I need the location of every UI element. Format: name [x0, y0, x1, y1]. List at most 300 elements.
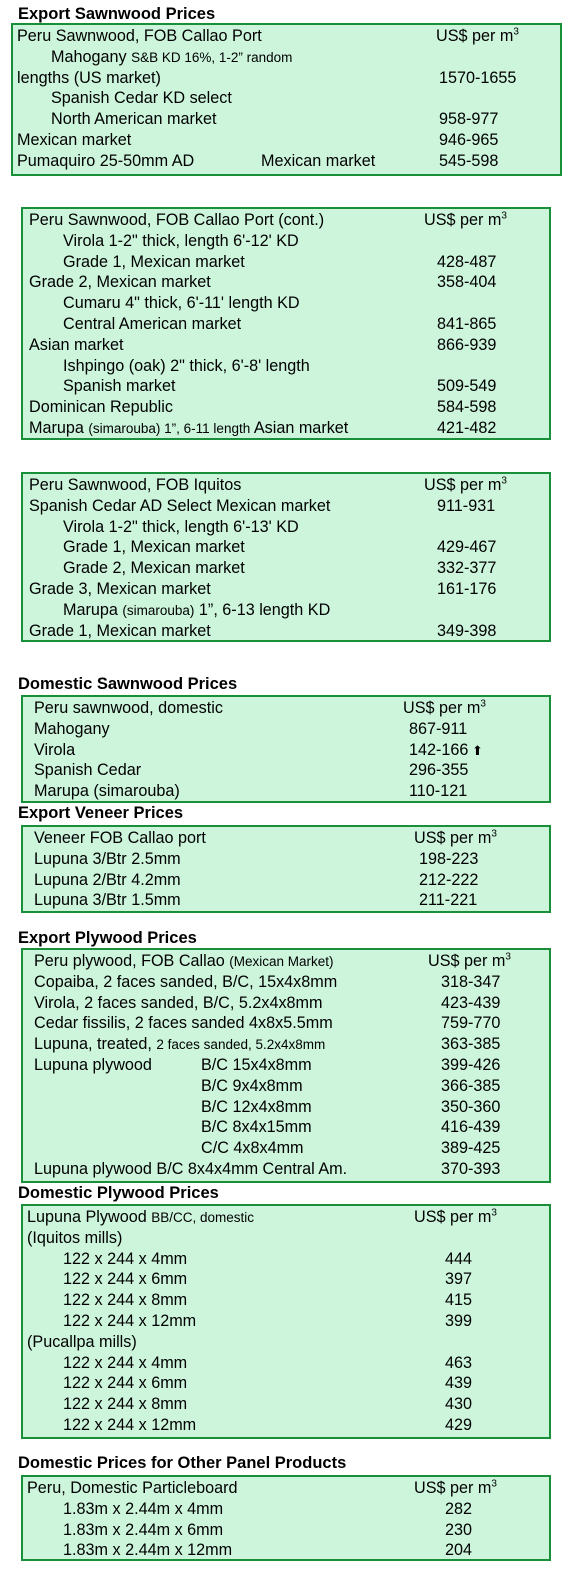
row-label-text: Cedar fissilis, 2 faces sanded 4x8x5.5mm [34, 1014, 333, 1033]
price-table [21, 1475, 551, 1561]
header-unit [414, 1207, 497, 1228]
header-unit [424, 475, 507, 496]
table-row [13, 109, 560, 130]
table-row [23, 272, 549, 293]
table-row [23, 1117, 549, 1138]
row-label [51, 88, 232, 109]
row-label [63, 1373, 187, 1394]
row-label [34, 1013, 333, 1034]
row-label [63, 537, 245, 558]
table-row [23, 993, 549, 1014]
table-row [23, 1159, 549, 1180]
header-label-text: Peru Sawnwood, FOB Iquitos [29, 476, 242, 494]
row-label-text: Pumaquiro 25-50mm AD [17, 151, 195, 170]
row-value [445, 1540, 472, 1561]
row-value [419, 890, 477, 911]
row-label [34, 740, 75, 761]
table-row [23, 1332, 549, 1353]
table-row [23, 397, 549, 418]
table-row [23, 1540, 549, 1561]
table-row [23, 600, 549, 621]
table-row [23, 972, 549, 993]
row-label [63, 1499, 223, 1520]
row-label [63, 1353, 187, 1374]
row-value [445, 1249, 472, 1270]
table-row [23, 1228, 549, 1249]
row-label-text: 122 x 244 x 6mm [63, 1374, 188, 1393]
row-label-text: Grade 3, Mexican market [29, 580, 211, 598]
row-label-text: 122 x 244 x 4mm [63, 1353, 188, 1372]
row-value-text: 415 [445, 1291, 473, 1310]
row-label-small: (simarouba) [122, 602, 195, 618]
header-unit-superscript: 3 [491, 828, 497, 840]
row-spec: B/C 8x4x15mm [201, 1118, 312, 1137]
header-label-text: Peru Sawnwood, FOB Callao Port [17, 27, 262, 45]
row-label-text: Lupuna 3/Btr 1.5mm [34, 891, 181, 910]
row-label-text: Copaiba, 2 faces sanded, B/C, 15x4x8mm [34, 972, 338, 991]
table-row [23, 870, 549, 891]
row-label [34, 1034, 325, 1055]
row-value [445, 1269, 472, 1290]
row-label [29, 418, 348, 439]
row-value-text: 841-865 [437, 315, 497, 333]
row-label [34, 972, 337, 993]
header-label [34, 828, 206, 849]
row-value [437, 376, 496, 397]
row-label-text: 122 x 244 x 8mm [63, 1395, 188, 1414]
row-label-text: Grade 2, Mexican market [29, 273, 211, 292]
row-value-text: 350-360 [441, 1097, 501, 1116]
row-label [29, 621, 211, 642]
header-unit-superscript: 3 [491, 1207, 497, 1219]
header-unit-text: US$ per m [414, 1479, 492, 1497]
row-value [441, 993, 500, 1014]
table-row [23, 890, 549, 911]
row-label [34, 993, 323, 1014]
row-value-text: 463 [445, 1353, 473, 1372]
row-label-text: 122 x 244 x 12mm [63, 1312, 197, 1330]
row-label [17, 130, 131, 151]
table-header-row [13, 26, 560, 47]
row-value-text: 866-939 [437, 335, 497, 354]
table-row [23, 1055, 549, 1076]
row-label-text: Lupuna plywood B/C 8x4x4mm Central Am. [34, 1160, 348, 1178]
row-label-text: Grade 1, Mexican market [29, 621, 211, 640]
row-label-small: (simarouba) 1”, 6-11 length [88, 421, 251, 436]
section-heading-other-panels: Domestic Prices for Other Panel Products [18, 1454, 347, 1472]
row-label [29, 272, 211, 293]
row-value-text: 429-467 [437, 538, 497, 557]
row-label-text: Virola 1-2" thick, length 6'-12' KD [63, 231, 299, 250]
table-row [13, 151, 560, 172]
table-row [23, 1097, 549, 1118]
row-value [437, 621, 496, 642]
row-label-text: Spanish Cedar [34, 761, 142, 780]
row-value [437, 335, 496, 356]
row-label [63, 1520, 223, 1541]
row-spec: C/C 4x8x4mm [201, 1139, 304, 1158]
row-value [445, 1373, 472, 1394]
table-row [23, 1311, 549, 1332]
table-header-row [23, 951, 549, 972]
row-value [441, 972, 500, 993]
table-row [23, 1415, 549, 1436]
row-label [29, 496, 330, 517]
header-unit [428, 951, 511, 972]
row-value [437, 537, 496, 558]
row-spec: B/C 15x4x8mm [201, 1056, 312, 1074]
row-label [34, 719, 110, 740]
row-label [27, 1332, 137, 1353]
row-value-text: 399 [445, 1312, 473, 1330]
row-value-text: 416-439 [441, 1118, 501, 1137]
header-label [34, 698, 223, 719]
row-label-text: 122 x 244 x 8mm [63, 1291, 188, 1310]
row-label-text: (Pucallpa mills) [27, 1332, 137, 1351]
row-label [34, 781, 180, 802]
row-value [441, 1034, 500, 1055]
row-spec: B/C 9x4x8mm [201, 1076, 303, 1095]
header-label [29, 210, 324, 231]
row-value [441, 1117, 500, 1138]
row-value [419, 849, 478, 870]
row-market: Mexican market [261, 151, 376, 170]
row-label [63, 252, 245, 273]
row-label-text: Virola 1-2" thick, length 6'-13' KD [63, 517, 299, 536]
row-value [439, 109, 498, 130]
row-value [437, 558, 496, 579]
row-label-text: Grade 2, Mexican market [63, 559, 245, 578]
row-label [29, 397, 173, 418]
row-value-text: 198-223 [419, 849, 479, 868]
section-heading-export-plywood: Export Plywood Prices [18, 929, 197, 947]
price-table [21, 472, 551, 642]
table-row [23, 335, 549, 356]
table-row [23, 579, 549, 600]
header-label-text: Lupuna Plywood [27, 1208, 152, 1226]
row-value [437, 252, 496, 273]
row-label-after: Asian market [250, 419, 349, 437]
table-row [23, 314, 549, 335]
table-row [23, 1353, 549, 1374]
header-unit-text: US$ per m [436, 27, 514, 45]
row-value [445, 1520, 472, 1541]
header-unit-superscript: 3 [480, 698, 486, 710]
header-unit [414, 828, 497, 849]
table-row [23, 740, 549, 761]
header-label-small: (Mexican Market) [229, 954, 334, 969]
header-unit-text: US$ per m [428, 952, 506, 970]
row-value [441, 1138, 500, 1159]
row-value-text: 946-965 [439, 131, 499, 149]
row-label-text: Lupuna 3/Btr 2.5mm [34, 849, 181, 868]
row-value [439, 151, 498, 172]
header-label-small: BB/CC, domestic [151, 1210, 254, 1225]
header-unit-text: US$ per m [414, 1208, 492, 1226]
table-row [23, 1013, 549, 1034]
row-label [63, 293, 300, 314]
row-label [27, 1228, 122, 1249]
row-label [34, 1159, 347, 1180]
row-value [441, 1076, 500, 1097]
row-value [441, 1013, 500, 1034]
row-value [441, 1097, 500, 1118]
header-unit-superscript: 3 [505, 951, 511, 963]
row-value-text: 211-221 [419, 891, 478, 910]
row-value-text: 282 [445, 1499, 473, 1518]
row-value [409, 719, 467, 740]
table-row [23, 418, 549, 439]
price-table [21, 207, 551, 440]
row-label-text: Asian market [29, 335, 124, 354]
header-label-text: Peru, Domestic Particleboard [27, 1479, 238, 1497]
row-value [445, 1394, 472, 1415]
header-unit [403, 698, 486, 719]
header-label-text: Veneer FOB Callao port [34, 829, 206, 847]
row-value-text: 958-977 [439, 110, 499, 129]
header-label-text: Peru sawnwood, domestic [34, 699, 223, 717]
row-label [17, 151, 194, 172]
table-row [23, 1290, 549, 1311]
row-label [63, 558, 245, 579]
row-label-text: 122 x 244 x 4mm [63, 1249, 188, 1268]
row-label-text: 122 x 244 x 12mm [63, 1416, 197, 1434]
row-label-text: Lupuna 2/Btr 4.2mm [34, 870, 181, 889]
row-label-text: Grade 1, Mexican market [63, 252, 245, 271]
row-label-text: 1.83m x 2.44m x 12mm [63, 1541, 233, 1560]
header-unit [424, 210, 507, 231]
row-value-text: 389-425 [441, 1139, 501, 1158]
table-row [13, 130, 560, 151]
table-row [23, 849, 549, 870]
header-unit-superscript: 3 [501, 475, 507, 487]
row-value-text: 370-393 [441, 1160, 501, 1178]
table-row [13, 68, 560, 89]
row-value-text: 439 [445, 1374, 473, 1393]
row-label-text: Grade 1, Mexican market [63, 538, 245, 557]
row-label [29, 335, 123, 356]
row-label-text: Mahogany [51, 47, 132, 66]
row-label [63, 1311, 196, 1332]
row-label-after: 1”, 6-13 length KD [194, 600, 331, 619]
table-row [23, 621, 549, 642]
row-label [63, 1394, 187, 1415]
row-label-text: Marupa (simarouba) [34, 782, 180, 801]
row-value [437, 418, 496, 439]
row-value [445, 1290, 472, 1311]
row-label [63, 600, 330, 621]
table-row [23, 496, 549, 517]
table-row [23, 760, 549, 781]
row-value [441, 1055, 500, 1076]
row-value [437, 397, 496, 418]
row-label-text: lengths (US market) [17, 68, 161, 87]
table-header-row [23, 1478, 549, 1499]
row-value [437, 496, 495, 517]
table-row [13, 47, 560, 68]
header-unit [414, 1478, 497, 1499]
row-value [445, 1311, 472, 1332]
table-row [13, 88, 560, 109]
row-value [437, 314, 496, 335]
price-table [21, 948, 551, 1183]
row-label-text: 1.83m x 2.44m x 6mm [63, 1520, 224, 1539]
table-row [23, 1138, 549, 1159]
section-heading-export-veneer: Export Veneer Prices [18, 804, 184, 822]
row-label [34, 849, 181, 870]
row-value-text: 212-222 [419, 870, 479, 889]
row-label [63, 517, 299, 538]
row-value [445, 1353, 472, 1374]
row-value-text: 423-439 [441, 993, 501, 1012]
row-value-text: 366-385 [441, 1076, 501, 1095]
section-heading-domestic-plywood: Domestic Plywood Prices [18, 1184, 219, 1202]
row-label-text: Spanish Cedar AD Select Mexican market [29, 496, 331, 515]
table-row [23, 1034, 549, 1055]
table-row [23, 1499, 549, 1520]
section-heading-export-sawnwood: Export Sawnwood Prices [18, 5, 216, 23]
header-unit-text: US$ per m [424, 476, 502, 494]
row-label-small: S&B KD 16%, 1-2” random [131, 49, 293, 65]
row-label [34, 760, 141, 781]
row-label-text: Virola [34, 740, 76, 759]
row-label [34, 870, 181, 891]
row-value-text: 349-398 [437, 621, 497, 640]
row-label-text: Virola, 2 faces sanded, B/C, 5.2x4x8mm [34, 993, 323, 1012]
row-label-text: North American market [51, 110, 217, 129]
row-value [409, 781, 467, 802]
row-value-text: 358-404 [437, 273, 497, 292]
row-label-small: 2 faces sanded, 5.2x4x8mm [156, 1037, 326, 1053]
row-label [63, 1290, 187, 1311]
row-label [34, 1055, 152, 1076]
row-value-text: 363-385 [441, 1035, 501, 1054]
row-label-text: Ishpingo (oak) 2" thick, 6'-8' length [63, 356, 310, 375]
row-label-text: Mahogany [34, 719, 110, 738]
row-label [63, 1269, 187, 1290]
row-label-text: Spanish Cedar KD select [51, 89, 232, 108]
row-value-text: 545-598 [439, 151, 499, 170]
row-value [439, 68, 516, 89]
table-row [23, 231, 549, 252]
row-value-text: 429 [445, 1416, 473, 1434]
row-value-text: 397 [445, 1270, 473, 1289]
row-value-text: 161-176 [437, 580, 497, 598]
table-header-row [23, 475, 549, 496]
header-label-text: Peru Sawnwood, FOB Callao Port (cont.) [29, 211, 325, 229]
row-value-text: 296-355 [409, 761, 469, 780]
row-label [51, 109, 217, 130]
row-label [63, 1249, 187, 1270]
header-unit-text: US$ per m [424, 211, 502, 229]
row-spec: B/C 12x4x8mm [201, 1097, 312, 1116]
table-row [23, 1269, 549, 1290]
row-label-text: Marupa [63, 600, 123, 619]
row-label [63, 1415, 196, 1436]
row-label-text: Marupa [29, 419, 89, 437]
row-label [63, 314, 241, 335]
row-label-text: Lupuna, treated, [34, 1035, 157, 1054]
header-label [34, 951, 334, 972]
table-row [23, 719, 549, 740]
row-value-text: 230 [445, 1520, 473, 1539]
price-table [11, 23, 562, 176]
row-value [437, 579, 496, 600]
row-label [63, 376, 175, 397]
row-value-text: 110-121 [409, 782, 468, 801]
header-unit-superscript: 3 [513, 26, 519, 38]
up-arrow-icon: ⬆ [468, 742, 483, 758]
row-value-text: 444 [445, 1249, 473, 1268]
row-label-text: Lupuna plywood [34, 1056, 152, 1074]
table-row [23, 252, 549, 273]
table-header-row [23, 698, 549, 719]
table-header-row [23, 210, 549, 231]
row-label-text: Central American market [63, 315, 242, 333]
row-label [17, 68, 161, 89]
table-row [23, 537, 549, 558]
table-row [23, 293, 549, 314]
row-value-text: 584-598 [437, 398, 497, 417]
row-label-text: Spanish market [63, 377, 176, 396]
row-value-text: 421-482 [437, 419, 497, 437]
table-row [23, 558, 549, 579]
header-label [29, 475, 241, 496]
row-label-text: 1.83m x 2.44m x 4mm [63, 1499, 224, 1518]
row-label-text: (Iquitos mills) [27, 1228, 123, 1247]
row-value-text: 759-770 [441, 1014, 501, 1033]
row-label-text: 122 x 244 x 6mm [63, 1270, 188, 1289]
table-row [23, 1373, 549, 1394]
price-table [21, 1204, 551, 1439]
row-value-text: 509-549 [437, 377, 497, 396]
row-value-text: 867-911 [409, 719, 468, 738]
row-label [63, 1540, 232, 1561]
row-value [439, 130, 498, 151]
table-row [23, 781, 549, 802]
header-unit-superscript: 3 [491, 1478, 497, 1490]
row-value [445, 1499, 472, 1520]
table-row [23, 1394, 549, 1415]
table-header-row [23, 828, 549, 849]
row-value-text: 911-931 [437, 496, 496, 515]
row-value-text: 428-487 [437, 252, 497, 271]
header-unit-text: US$ per m [414, 829, 492, 847]
row-label [63, 231, 299, 252]
row-value-text: 332-377 [437, 559, 497, 578]
row-value [409, 760, 468, 781]
row-label [51, 47, 292, 68]
price-table [21, 825, 551, 913]
table-row [23, 376, 549, 397]
header-unit-superscript: 3 [501, 210, 507, 222]
table-row [23, 1076, 549, 1097]
table-row [23, 1249, 549, 1270]
price-table [21, 695, 551, 803]
row-label-text: Cumaru 4" thick, 6'-11' length KD [63, 294, 300, 313]
table-row [23, 1520, 549, 1541]
row-value [419, 870, 478, 891]
header-unit-text: US$ per m [403, 699, 481, 717]
row-value-text: 142-166 [409, 740, 469, 759]
table-row [23, 517, 549, 538]
row-value-text: 399-426 [441, 1056, 501, 1074]
row-label [63, 356, 310, 377]
row-value [445, 1415, 472, 1436]
section-heading-domestic-sawnwood: Domestic Sawnwood Prices [18, 675, 238, 693]
row-label [34, 890, 181, 911]
row-value [437, 272, 496, 293]
